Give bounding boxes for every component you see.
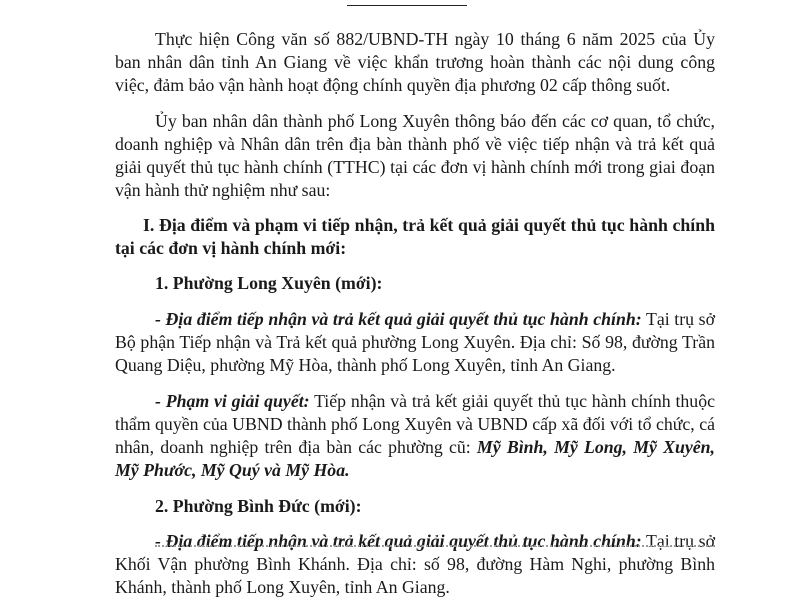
ward-2-location xyxy=(115,530,715,599)
ward-1-heading: 1. Phường Long Xuyên (mới): xyxy=(155,273,383,293)
ward-2-location-text: Tại trụ sở Khối Vận phường Bình Khánh. Địa chỉ: số 98, đường Hàm Nghi, phường Bình Khánh, thành phố Long Xuyên, tỉnh An Giang. xyxy=(115,531,715,597)
header-underline xyxy=(347,5,467,6)
ward-1-scope xyxy=(115,390,715,482)
ward-1-scope-wards: Mỹ Bình, Mỹ Long, Mỹ Xuyên, Mỹ Phước, Mỹ Quý và Mỹ Hòa. xyxy=(115,437,715,480)
intro-paragraph-2: Ủy ban nhân dân thành phố Long Xuyên thông báo đến các cơ quan, tổ chức, doanh nghiệp và Nhân dân trên địa bàn thành phố về việc tiếp nhận và trả kết quả giải quyết thủ tục hành chính (TTHC) tại các đơn vị hành chính mới trong giai đoạn vận hành thử nghiệm như sau: xyxy=(115,111,715,200)
cut-off-text-line xyxy=(155,545,715,547)
ward-1-scope-label: - Phạm vi giải quyết: xyxy=(155,391,310,411)
ward-1-location xyxy=(115,308,715,377)
intro-paragraph-1: Thực hiện Công văn số 882/UBND-TH ngày 10 tháng 6 năm 2025 của Ủy ban nhân dân tỉnh An Giang về việc khẩn trương hoàn thành các nội dung công việc, đảm bảo vận hành hoạt động chính quyền địa phương 02 cấp thông suốt. xyxy=(115,29,715,95)
ward-1-location-text: Tại trụ sở Bộ phận Tiếp nhận và Trả kết quả phường Long Xuyên. Địa chỉ: Số 98, đường Trần Quang Diệu, phường Mỹ Hòa, thành phố Long Xuyên, tỉnh An Giang. xyxy=(115,309,715,375)
ward-2-location-label: - Địa điểm tiếp nhận và trả kết quả giải quyết thủ tục hành chính: xyxy=(155,531,642,551)
ward-1-scope-text: Tiếp nhận và trả kết giải quyết thủ tục hành chính thuộc thẩm quyền của UBND thành phố Long Xuyên và UBND cấp xã đối với tổ chức, cá nhân, doanh nghiệp trên địa bàn các phường cũ: xyxy=(115,391,715,457)
ward-1-location-label: - Địa điểm tiếp nhận và trả kết quả giải quyết thủ tục hành chính: xyxy=(155,309,642,329)
ward-2-heading: 2. Phường Bình Đức (mới): xyxy=(155,496,362,516)
section-heading: I. Địa điểm và phạm vi tiếp nhận, trả kết quả giải quyết thủ tục hành chính tại các đơn vị hành chính mới: xyxy=(115,215,715,258)
document-body xyxy=(115,28,715,599)
